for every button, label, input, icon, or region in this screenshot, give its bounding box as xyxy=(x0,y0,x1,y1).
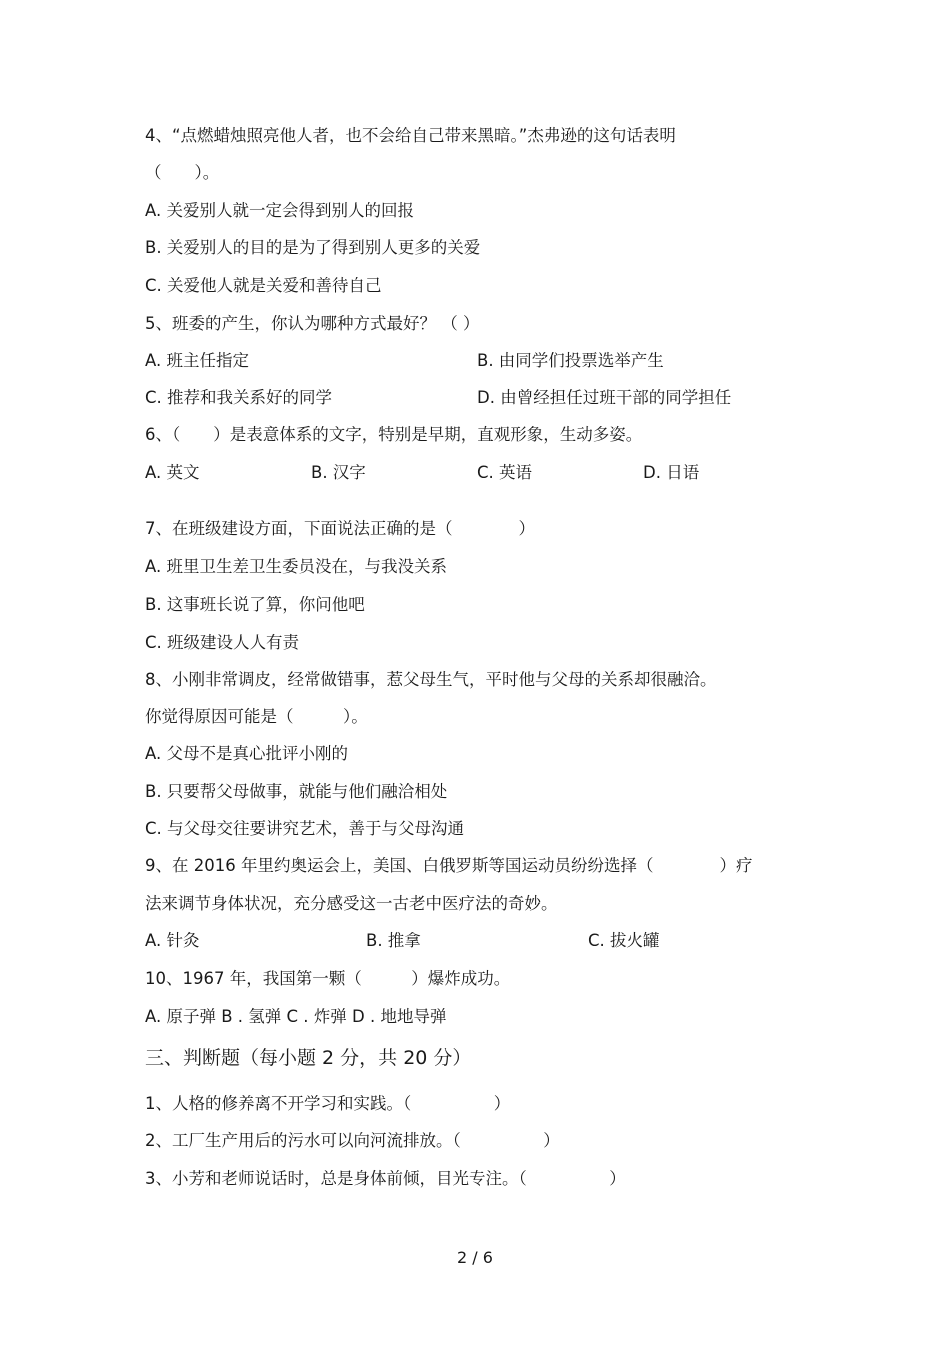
q5-stem: 5、班委的产生，你认为哪种方式最好？ （ ） xyxy=(145,314,480,333)
q9-option-c: C. 拔火罐 xyxy=(588,931,660,950)
q5-option-a: A. 班主任指定 xyxy=(145,351,249,370)
q4-option-c: C. 关爱他人就是关爱和善待自己 xyxy=(145,276,382,295)
q4-stem-line1: 4、“点燃蜡烛照亮他人者，也不会给自己带来黑暗。”杰弗逊的这句话表明 xyxy=(145,126,676,145)
q9-option-a: A. 针灸 xyxy=(145,931,200,950)
q5-option-d: D. 由曾经担任过班干部的同学担任 xyxy=(477,388,732,407)
page-number: 2 / 6 xyxy=(457,1248,493,1267)
q8-stem-line1: 8、小刚非常调皮，经常做错事，惹父母生气，平时他与父母的关系却很融洽。 xyxy=(145,670,717,689)
judge-item-1: 1、人格的修养离不开学习和实践。（ ） xyxy=(145,1094,511,1113)
q8-option-a: A. 父母不是真心批评小刚的 xyxy=(145,744,348,763)
q8-stem-line2: 你觉得原因可能是（ ）。 xyxy=(145,707,368,726)
q10-stem: 10、1967 年，我国第一颗（ ）爆炸成功。 xyxy=(145,969,511,988)
judge-item-2: 2、工厂生产用后的污水可以向河流排放。（ ） xyxy=(145,1131,560,1150)
q6-option-a: A. 英文 xyxy=(145,463,200,482)
q8-option-c: C. 与父母交往要讲究艺术，善于与父母沟通 xyxy=(145,819,465,838)
q8-option-b: B. 只要帮父母做事，就能与他们融洽相处 xyxy=(145,782,448,801)
q6-option-d: D. 日语 xyxy=(643,463,700,482)
q9-stem-line1: 9、在 2016 年里约奥运会上，美国、白俄罗斯等国运动员纷纷选择（ ）疗 xyxy=(145,856,753,875)
q5-option-b: B. 由同学们投票选举产生 xyxy=(477,351,664,370)
q9-option-b: B. 推拿 xyxy=(366,931,421,950)
q5-option-c: C. 推荐和我关系好的同学 xyxy=(145,388,333,407)
q10-options: A. 原子弹 B . 氢弹 C . 炸弹 D . 地地导弹 xyxy=(145,1007,447,1026)
q4-option-a: A. 关爱别人就一定会得到别人的回报 xyxy=(145,201,414,220)
q7-option-b: B. 这事班长说了算，你问他吧 xyxy=(145,595,365,614)
q7-option-a: A. 班里卫生差卫生委员没在，与我没关系 xyxy=(145,557,447,576)
q4-option-b: B. 关爱别人的目的是为了得到别人更多的关爱 xyxy=(145,238,481,257)
q4-stem-line2: （ ）。 xyxy=(145,163,220,182)
q6-stem: 6、（ ）是表意体系的文字，特别是早期，直观形象，生动多姿。 xyxy=(145,425,643,444)
q7-option-c: C. 班级建设人人有责 xyxy=(145,633,300,652)
section-3-heading: 三、判断题（每小题 2 分，共 20 分） xyxy=(145,1047,472,1069)
judge-item-3: 3、小芳和老师说话时，总是身体前倾，目光专注。（ ） xyxy=(145,1169,626,1188)
q6-option-c: C. 英语 xyxy=(477,463,533,482)
q6-option-b: B. 汉字 xyxy=(311,463,366,482)
q9-stem-line2: 法来调节身体状况，充分感受这一古老中医疗法的奇妙。 xyxy=(145,894,558,913)
q7-stem: 7、在班级建设方面，下面说法正确的是（ ） xyxy=(145,519,535,538)
